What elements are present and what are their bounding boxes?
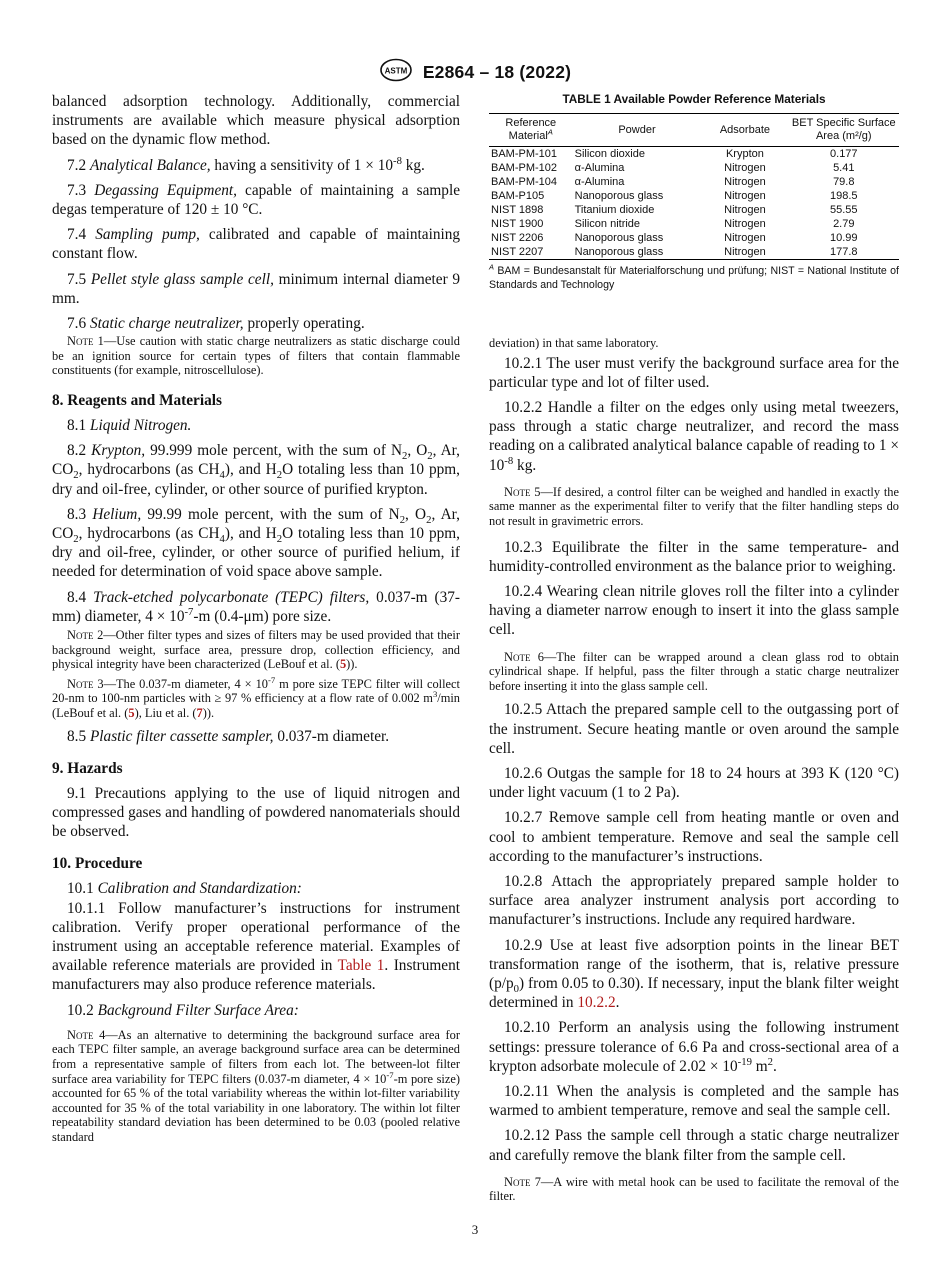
paragraph-10-2-4: 10.2.4 Wearing clean nitrile gloves roll the filter into a cylinder having a diameter narrow enough to insert it into the glass sample cell. (489, 583, 899, 639)
paragraph-7-4: 7.4 Sampling pump, calibrated and capable of maintaining constant flow. (52, 226, 461, 263)
svg-text:ASTM: ASTM (384, 66, 408, 76)
note-5: Note 5—If desired, a control filter can be weighed and handled in exactly the same manner as the experimental filter to verify that the filter handling steps do not result in gravimetric errors. (489, 484, 899, 528)
paragraph-10-2-6: 10.2.6 Outgas the sample for 18 to 24 hours at 393 K (120 °C) under light vacuum (1 to 2 Pa). (489, 765, 899, 802)
paragraph-10-2-5: 10.2.5 Attach the prepared sample cell to the outgassing port of the instrument. Secure heating mantle or oven around the sample cell. (489, 701, 899, 757)
paragraph-10-2-1: 10.2.1 The user must verify the background surface area for the particular type and lot of filter used. (489, 354, 899, 391)
paragraph-8-4: 8.4 Track-etched polycarbonate (TEPC) filters, 0.037-m (37-mm) diameter, $4 \times 10^{-7}-m$ (0.4-μm) pore size. (52, 588, 461, 625)
paragraph-10-2-3: 10.2.3 Equilibrate the filter in the same temperature- and humidity-controlled environment as the balance prior to weighing. (489, 538, 899, 575)
table-header-row (489, 114, 899, 147)
header-reference-material: Reference Material$^A$ (505, 117, 557, 142)
table-row: NIST 2206 Nanoporous glass Nitrogen 10.99 (491, 232, 858, 244)
table-row: BAM-P105 Nanoporous glass Nitrogen 198.5 (491, 190, 858, 202)
reference-materials-table (489, 113, 899, 260)
table-row: NIST 2207 Nanoporous glass Nitrogen 177.8 (489, 245, 899, 260)
page-number: 3 (471, 1222, 479, 1237)
reference-5-link[interactable]: 5 (339, 657, 347, 672)
paragraph-8-1: 8.1 Liquid Nitrogen. (67, 417, 192, 435)
paragraph-10-2-12: 10.2.12 Pass the sample cell through a static charge neutralizer and carefully remove the blank filter from the sample cell. (489, 1127, 899, 1164)
paragraph-8-3: 8.3 Helium, 99.99 mole percent, with the sum of $N_2$, $O_2$, Ar, $CO_2$, hydrocarbons (as $CH_4$), and $H_2O$ totaling less than 10 ppm, dry and oil-free, cylinder, or other source of purified helium, if needed for determination of void space above sample. (52, 505, 460, 581)
table-row: NIST 1898 Titanium dioxide Nitrogen 55.55 (491, 204, 858, 216)
table-1-title: TABLE 1 Available Powder Reference Materials (562, 92, 826, 106)
reference-7-link[interactable]: 7 (196, 706, 203, 721)
page-header (0, 58, 950, 87)
table-footnote: $^A$ BAM = Bundesanstalt für Materialforschung und prüfung; NIST = National Institute of Standards and Technology (489, 262, 900, 291)
paragraph-7-3: 7.3 Degassing Equipment, capable of maintaining a sample degas temperature of 120 ± 10 °C. (52, 181, 460, 219)
paragraph-10-2-2: 10.2.2 Handle a filter on the edges only using metal tweezers, pass through a static charge neutralizer, and record the mass reading on a calibrated analytical balance capable of reading to $1 \times 10^{-8}$ kg. (489, 399, 899, 474)
note-7: Note 7—A wire with metal hook can be used to facilitate the removal of the filter. (489, 1174, 899, 1204)
table-1-link[interactable]: Table 1 (337, 957, 385, 975)
right-column (489, 92, 899, 1209)
document-designation: E2864 – 18 (2022) (422, 62, 572, 82)
paragraph-8-2: 8.2 Krypton, 99.999 mole percent, with the sum of $N_2$, $O_2$, Ar, $CO_2$, hydrocarbons (as $CH_4$), and $H_2O$ totaling less than 10 ppm, dry and oil-free, cylinder, or other source of purified krypton. (52, 442, 460, 498)
note-4: Note 4—As an alternative to determining the background surface area for each TEPC filter sample, an average background surface area can be determined from a representative sample of filters from each lot. The between-lot filter surface area variability for TEPC filters (0.037-m diameter, $4 \times 10^{-7}-m$ pore size) accounted for 65 % of the total variability whereas the within lot-filter variability accounted for 35 % of the total variability in one laboratory. The within lot filter repeatability standard deviation has been determined to be 0.03 (pooled relative standard (52, 1027, 460, 1144)
reference-5-link[interactable]: 5 (128, 706, 135, 721)
paragraph-7-2: 7.2 Analytical Balance, having a sensitivity of $1 \times 10^{-8}$ kg. (67, 154, 425, 174)
paragraph-10-1-1: 10.1.1 Follow manufacturer’s instructions for instrument calibration. Verify proper operational performance of the instrument using an acceptable reference material. Examples of available reference materials are provided in Table 1. Instrument manufacturers may also produce reference materials. (52, 899, 460, 994)
paragraph-7-6: 7.6 Static charge neutralizer, properly operating. (67, 315, 365, 333)
table-row: BAM-PM-102 α-Alumina Nitrogen 5.41 (491, 162, 855, 174)
paragraph-10-2: 10.2 Background Filter Surface Area: (67, 1001, 299, 1019)
note-2: Note 2—Other filter types and sizes of filters may be used provided that their background weight, surface area, pressure drop, collection efficiency, and physical integrity have been characterized (LeBouf et al. (5)). (52, 628, 460, 672)
paragraph-10-2-8: 10.2.8 Attach the appropriately prepared sample holder to surface area analyzer instrument analysis port according to manufacturer’s instructions. Include any required hardware. (489, 873, 899, 929)
paragraph-9-1: 9.1 Precautions applying to the use of liquid nitrogen and compressed gases and handling of powdered nanomaterials should be observed. (52, 784, 460, 841)
section-10-2-2-link[interactable]: 10.2.2 (577, 994, 616, 1012)
section-8-heading: 8. Reagents and Materials (52, 392, 222, 410)
table-row: NIST 1900 Silicon nitride Nitrogen 2.79 (491, 218, 855, 230)
paragraph-10-1: 10.1 Calibration and Standardization: (67, 880, 302, 898)
header-powder: Powder (618, 123, 656, 136)
paragraph-10-2-9: 10.2.9 Use at least five adsorption points in the linear BET transformation range of the isotherm, that is, relative pressure $(p/p_0)$ from 0.05 to 0.30). If necessary, input the blank filter weight determined in 10.2.2. (489, 936, 899, 1012)
table-row: BAM-PM-104 α-Alumina Nitrogen 79.8 (491, 176, 855, 188)
paragraph-intro: balanced adsorption technology. Additionally, commercial instruments are available which measure physical adsorption based on the dynamic flow method. (52, 93, 460, 149)
paragraph-10-2-11: 10.2.11 When the analysis is completed and the sample has warmed to ambient temperature, remove and seal the sample cell. (489, 1083, 899, 1120)
note-6: Note 6—The filter can be wrapped around a clean glass rod to obtain cylindrical shape. If helpful, pass the filter through a static charge neutralizer before inserting it into the glass sample cell. (489, 649, 899, 693)
note-3: Note 3—The 0.037-m diameter, $4 \times 10^{-7}$ m pore size TEPC filter will collect 20-nm to 100-nm particles with ≥ 97 % efficiency at a flow rate of 0.002 $m^3/\min$ (LeBouf et al. (5), Liu et al. (7)). (52, 674, 460, 721)
astm-logo-icon (379, 58, 413, 87)
header-adsorbate: Adsorbate (719, 123, 770, 136)
paragraph-10-2-7: 10.2.7 Remove sample cell from heating mantle or oven and cool to ambient temperature. Remove and seal the sample cell according to the manufacturer’s instructions. (489, 809, 899, 865)
paragraph-10-2-10: 10.2.10 Perform an analysis using the following instrument settings: pressure tolerance of 6.6 Pa and cross-sectional area of a krypton adsorbate molecule of $2.02 \times 10^{-19}$ $m^2$. (489, 1019, 899, 1075)
header-bet-surface-area: BET Specific Surface Area (m²/g) (791, 117, 896, 142)
section-10-heading: 10. Procedure (52, 855, 143, 873)
paragraph-7-5: 7.5 Pellet style glass sample cell, minimum internal diameter 9 mm. (52, 270, 461, 307)
section-9-heading: 9. Hazards (52, 759, 123, 777)
table-row: BAM-PM-101 Silicon dioxide Krypton 0.177 (491, 148, 858, 160)
left-column (52, 92, 460, 1150)
note-4-continuation: deviation) in that same laboratory. (489, 336, 659, 350)
paragraph-8-5: 8.5 Plastic filter cassette sampler, 0.037-m diameter. (67, 727, 390, 745)
note-1: Note 1—Use caution with static charge neutralizers as static discharge could be an ignition source for certain types of filters that contain flammable constituents (for example, nitroscellulose). (52, 334, 460, 378)
